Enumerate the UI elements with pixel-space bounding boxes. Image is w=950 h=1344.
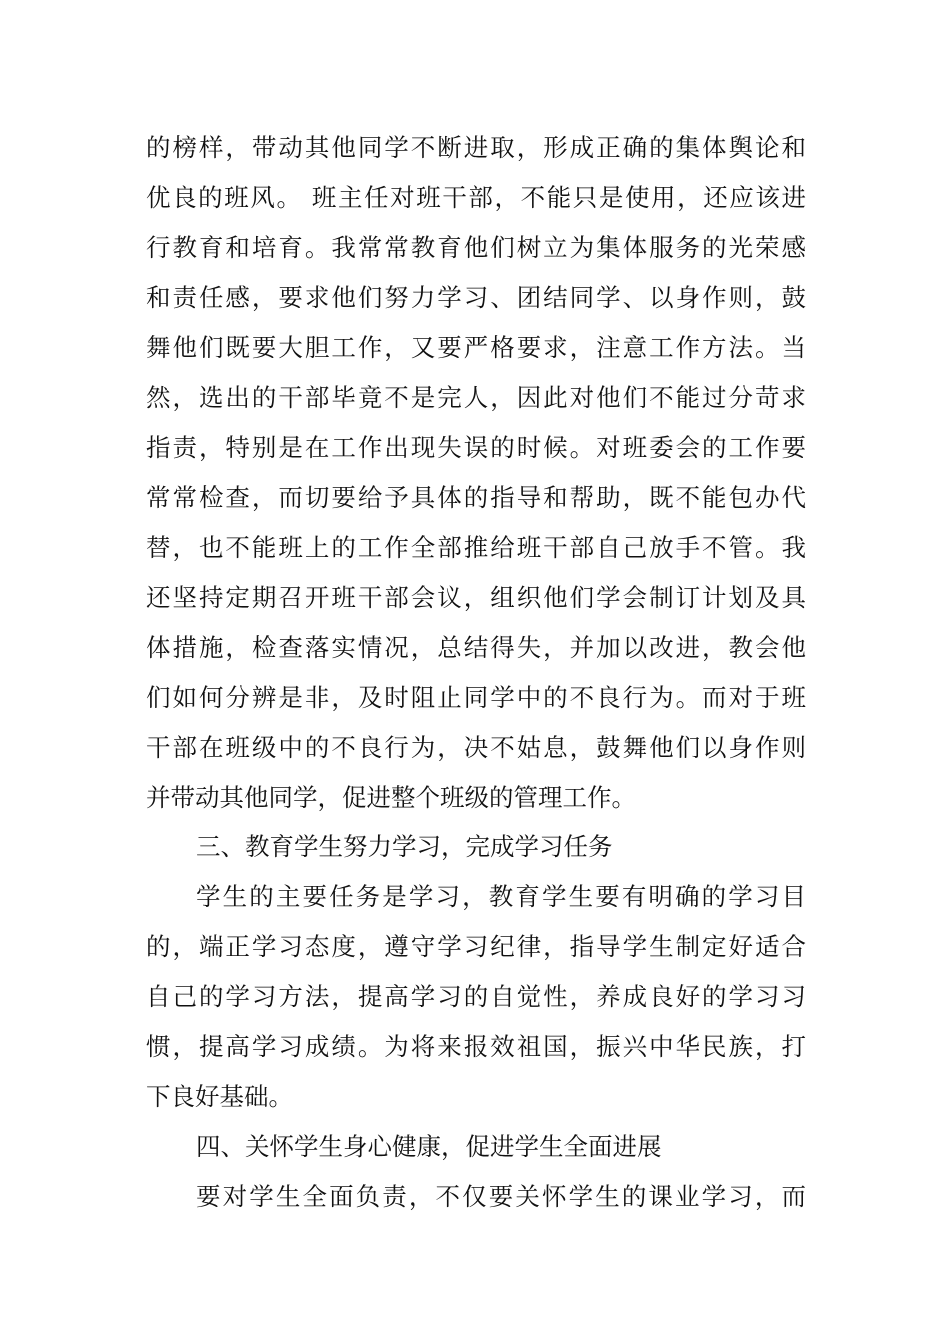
- text-line: 舞他们既要大胆工作，又要严格要求，注意工作方法。当: [146, 333, 806, 362]
- text-line: 常常检查，而切要给予具体的指导和帮助，既不能包办代: [146, 483, 806, 512]
- section-heading: 四、关怀学生身心健康，促进学生全面进展: [196, 1132, 662, 1161]
- text-line: 和责任感，要求他们努力学习、团结同学、以身作则，鼓: [146, 283, 806, 312]
- text-line: 还坚持定期召开班干部会议，组织他们学会制订计划及具: [146, 583, 806, 612]
- text-line: 指责，特别是在工作出现失误的时候。对班委会的工作要: [146, 433, 806, 462]
- text-line: 优良的班风。 班主任对班干部，不能只是使用，还应该进: [146, 183, 806, 212]
- text-line: 然，选出的干部毕竟不是完人，因此对他们不能过分苛求: [146, 383, 806, 412]
- text-line: 体措施，检查落实情况，总结得失，并加以改进，教会他: [146, 633, 806, 662]
- text-line: 干部在班级中的不良行为，决不姑息，鼓舞他们以身作则: [146, 733, 806, 762]
- text-line: 替，也不能班上的工作全部推给班干部自己放手不管。我: [146, 533, 806, 562]
- text-line: 下良好基础。: [146, 1082, 293, 1111]
- text-line: 并带动其他同学，促进整个班级的管理工作。: [146, 783, 636, 812]
- text-line: 行教育和培育。我常常教育他们树立为集体服务的光荣感: [146, 233, 806, 262]
- text-line: 的榜样，带动其他同学不断进取，形成正确的集体舆论和: [146, 133, 806, 162]
- text-line: 惯，提高学习成绩。为将来报效祖国，振兴中华民族，打: [146, 1032, 806, 1061]
- text-line: 的，端正学习态度，遵守学习纪律，指导学生制定好适合: [146, 932, 806, 961]
- text-line: 们如何分辨是非，及时阻止同学中的不良行为。而对于班: [146, 683, 806, 712]
- section-heading: 三、教育学生努力学习，完成学习任务: [196, 832, 613, 861]
- text-line: 要对学生全面负责，不仅要关怀学生的课业学习，而: [196, 1182, 806, 1211]
- text-line: 学生的主要任务是学习，教育学生要有明确的学习目: [196, 882, 806, 911]
- text-line: 自己的学习方法，提高学习的自觉性，养成良好的学习习: [146, 982, 806, 1011]
